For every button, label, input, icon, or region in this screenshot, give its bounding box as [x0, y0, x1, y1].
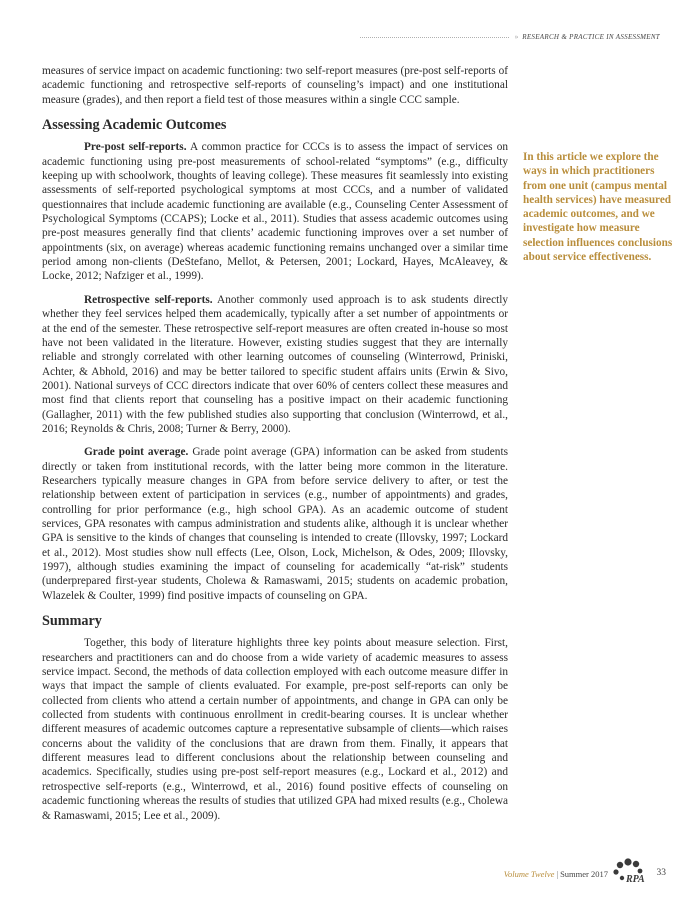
- footer-issue-info: [504, 869, 608, 879]
- footer-separator: |: [556, 869, 559, 879]
- intro-paragraph: measures of service impact on academic functioning: two self-report measures (pre-post self-reports of academic functioning and retrospective self-reports of counseling’s impact) and one institutional measure (grades), and then report a field test of those measures within a single CCC sample.: [42, 65, 508, 106]
- page-footer: [470, 858, 670, 890]
- footer-volume: Volume Twelve: [503, 869, 555, 879]
- article-body: [42, 64, 508, 832]
- runin-gpa: Grade point average.: [84, 446, 189, 459]
- text-prepost: A common practice for CCCs is to assess the impact of services on academic functioning using pre-post measurements of school-related “symptoms” (e.g., difficulty keeping up with schoolwork, thoughts of leaving college). These measures fit seamlessly into existing assessments of self-reported psychological symptoms at most CCCs, and a number of validated questionnaires that include academic functioning are available (e.g., Counseling Center Assessment of Psychological Symptoms (CCAPS); Locke et al., 2011). Studies that assess academic outcomes using pre-post measures generally find that clients’ academic functioning improves over a set number of appointments (six, on average) whereas academic functioning remains unchanged over a similar time period among non-clients (DeStefano, Mellot, & Petersen, 2001; Lockard, Hayes, McAleavey, & Locke, 2012; Nafziger et al., 1999).: [42, 141, 508, 283]
- running-header: [360, 31, 660, 43]
- journal-running-title: RESEARCH & PRACTICE IN ASSESSMENT: [522, 33, 660, 41]
- section-heading-assessing: Assessing Academic Outcomes: [42, 117, 227, 134]
- page-number: 33: [656, 868, 666, 878]
- text-gpa: Grade point average (GPA) information can be asked from students directly or taken from institutional records, with the latter being more common in the literature. Researchers typically measure changes in GPA from before service delivery to after, or test the relationship between extent of participation in services (e.g., number of appointments) and grades, controlling for prior performance (e.g., high school GPA). As an academic outcome of student services, GPA resonates with campus administration and students alike, although it is unclear whether GPA is sensitive to the kinds of changes that counseling is intended to create (Illovsky, 1997; Lockard et al., 2012). Most studies show null effects (Lee, Olson, Lock, Michelson, & Odes, 2009; Illovsky, 1997), although studies examining the impact of counseling for academically “at-risk” students (underprepared first-year students, Cholewa & Ramaswami, 2015; students on academic probation, Wlazelek & Coulter, 1999) find positive impacts of counseling on GPA.: [42, 446, 508, 602]
- logo-text: RPA: [626, 874, 645, 885]
- runin-prepost: Pre-post self-reports.: [84, 141, 187, 154]
- paragraph-prepost: [42, 140, 508, 283]
- text-retrospective: Another commonly used approach is to ask students directly whether they feel services helped them academically, typically after a set number of appointments or at the end of the semester. These retrospective self-report measures are often created in-house so most have not been validated in the literature. However, existing studies suggest that they are internally reliable and strongly correlated with other learning outcomes of counseling (Winterrowd, Priniski, Achter, & Abhold, 2016) and may be better tailored to specific student affairs units (Erwin & Sivo, 2001). National surveys of CCC directors indicate that over 60% of centers collect these measures and most find that clients report that counseling has a positive impact on their academic functioning (Gallagher, 2011) with the few published studies also supporting that conclusion (Winterrowd, et al., 2016; Reynolds & Chris, 2008; Turner & Berry, 2000).: [42, 293, 509, 435]
- header-arrow-icon: »: [514, 32, 519, 41]
- section-heading-summary: Summary: [42, 613, 102, 630]
- runin-retrospective: Retrospective self-reports.: [84, 293, 213, 306]
- rpa-logo-icon: [612, 858, 646, 888]
- paragraph-retrospective: [42, 293, 508, 436]
- pull-quote-callout: In this article we explore the ways in which practitioners from one unit (campus mental health services) have measured academic outcomes, and we investigate how measure selection influences conclusions about service effectiveness.: [523, 151, 673, 264]
- paragraph-summary: Together, this body of literature highlights three key points about measure selection. First, researchers and practitioners can and do choose from a wide variety of academic measures to assess service impact. Second, the methods of data collection employed with each outcome measure differ in ways that impact the sample of clients evaluated. For example, pre-post self-reports can only be collected from clients who attend a certain number of appointments, and change in GPA can only be collected from students with continuous enrollment in credit-bearing courses. It is unclear whether different measures of academic outcomes capture a representative subsample of clients—which raises concerns about the validity of the conclusions that are drawn from them. Finally, it appears that different measures lead to different conclusions about the relationship between counseling and academics. Specifically, studies using pre-post self-report measures (e.g., Lockard et al., 2012) and retrospective self-reports (e.g., Winterrowd, et al., 2016) found positive effects of counseling on academic functioning whereas the results of studies that utilized GPA had mixed results (e.g., Cholewa & Ramaswami, 2015; Lee et al., 2009).: [42, 637, 508, 822]
- paragraph-gpa: [42, 445, 508, 603]
- footer-issue: Summer 2017: [560, 869, 608, 879]
- header-dotted-rule: [360, 37, 509, 38]
